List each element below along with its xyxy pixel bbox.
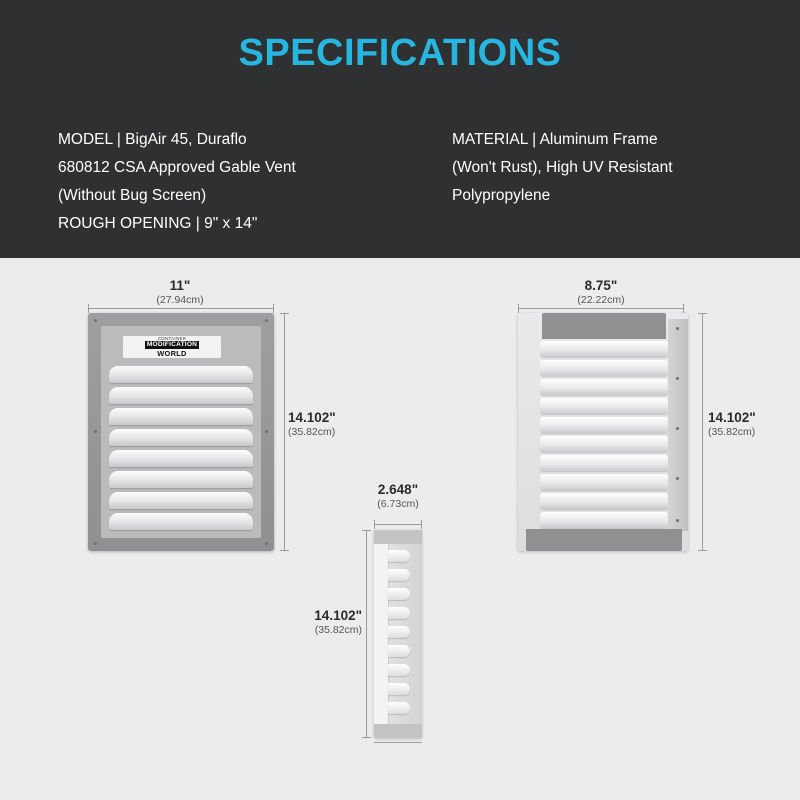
page-title: SPECIFICATIONS [238, 32, 562, 74]
angled-width-dimension: 8.75" (22.22cm) [577, 278, 625, 306]
vent-side-profile-view [374, 530, 422, 738]
screw-icon [265, 430, 268, 433]
vent-angled-view [508, 313, 694, 551]
louver-blade [540, 436, 668, 452]
side-height-tick-bottom [362, 737, 371, 738]
louver-fin [388, 702, 410, 714]
side-height-dimension: 14.102" (35.82cm) [314, 608, 362, 636]
screw-icon [94, 430, 97, 433]
angled-louver-group [540, 339, 668, 529]
front-louver-group [101, 326, 261, 538]
louver-fin [388, 588, 410, 600]
louver-blade [540, 417, 668, 433]
spec-rough-opening-line: ROUGH OPENING | 9" x 14" [58, 215, 258, 232]
front-height-guide [284, 313, 285, 551]
angled-frame [518, 313, 688, 551]
brand-logo: CONTAINER MODIFICATION WORLD [123, 336, 221, 358]
side-width-tick-left [374, 520, 375, 529]
screw-icon [676, 477, 679, 480]
screw-icon [265, 319, 268, 322]
screw-icon [265, 542, 268, 545]
spec-material-line-3: Polypropylene [452, 187, 551, 204]
louver-blade [540, 455, 668, 471]
screw-icon [676, 427, 679, 430]
vent-front-view [88, 313, 274, 551]
side-width-guide [374, 524, 422, 525]
louver-blade [109, 471, 253, 488]
louver-fin [388, 683, 410, 695]
side-bottom-cap [374, 724, 422, 738]
front-width-tick-right [273, 304, 274, 313]
angled-height-tick-bottom [698, 550, 707, 551]
angled-top-cap [542, 313, 666, 339]
side-spine [374, 530, 389, 738]
spec-material-line-2: (Won't Rust), High UV Resistant [452, 159, 673, 176]
header-panel [0, 0, 800, 258]
louver-blade [109, 450, 253, 467]
louver-blade [540, 379, 668, 395]
angled-side-face [668, 319, 688, 531]
louver-blade [540, 398, 668, 414]
angled-width-tick-right [683, 304, 684, 313]
side-bottom-guide [374, 742, 422, 743]
angled-height-dimension: 14.102" (35.82cm) [708, 410, 756, 438]
front-height-dimension: 14.102" (35.82cm) [288, 410, 336, 438]
side-width-tick-right [421, 520, 422, 529]
spec-screen-line: (Without Bug Screen) [58, 187, 207, 204]
screw-icon [94, 319, 97, 322]
screw-icon [94, 542, 97, 545]
louver-fin [388, 607, 410, 619]
angled-width-tick-left [518, 304, 519, 313]
louver-fin [388, 569, 410, 581]
spec-approval-line: 680812 CSA Approved Gable Vent [58, 159, 296, 176]
louver-fin [388, 550, 410, 562]
spec-model-line: MODEL | BigAir 45, Duraflo [58, 131, 247, 148]
spec-material-line: MATERIAL | Aluminum Frame [452, 131, 658, 148]
louver-blade [540, 341, 668, 357]
louver-blade [109, 387, 253, 404]
louver-blade [109, 429, 253, 446]
angled-width-guide [518, 308, 684, 309]
louver-fin [388, 664, 410, 676]
screw-icon [676, 327, 679, 330]
screw-icon [676, 519, 679, 522]
angled-height-tick-top [698, 313, 707, 314]
screw-icon [676, 377, 679, 380]
spec-left-column [58, 126, 418, 238]
louver-blade [109, 366, 253, 383]
side-top-cap [374, 530, 422, 544]
louver-blade [109, 513, 253, 530]
spec-right-column [452, 126, 772, 210]
louver-blade [109, 408, 253, 425]
side-height-guide [366, 530, 367, 738]
louver-blade [540, 474, 668, 490]
louver-blade [109, 492, 253, 509]
angled-bottom-cap [526, 529, 682, 551]
front-width-tick-left [88, 304, 89, 313]
louver-blade [540, 360, 668, 376]
front-height-tick-top [280, 313, 289, 314]
louver-fin [388, 626, 410, 638]
angled-height-guide [702, 313, 703, 551]
side-height-tick-top [362, 530, 371, 531]
front-width-guide [88, 308, 274, 309]
louver-blade [540, 512, 668, 528]
louver-blade [540, 493, 668, 509]
louver-fin [388, 645, 410, 657]
front-width-dimension: 11" (27.94cm) [156, 278, 204, 306]
front-height-tick-bottom [280, 550, 289, 551]
side-width-dimension: 2.648" (6.73cm) [377, 482, 419, 510]
